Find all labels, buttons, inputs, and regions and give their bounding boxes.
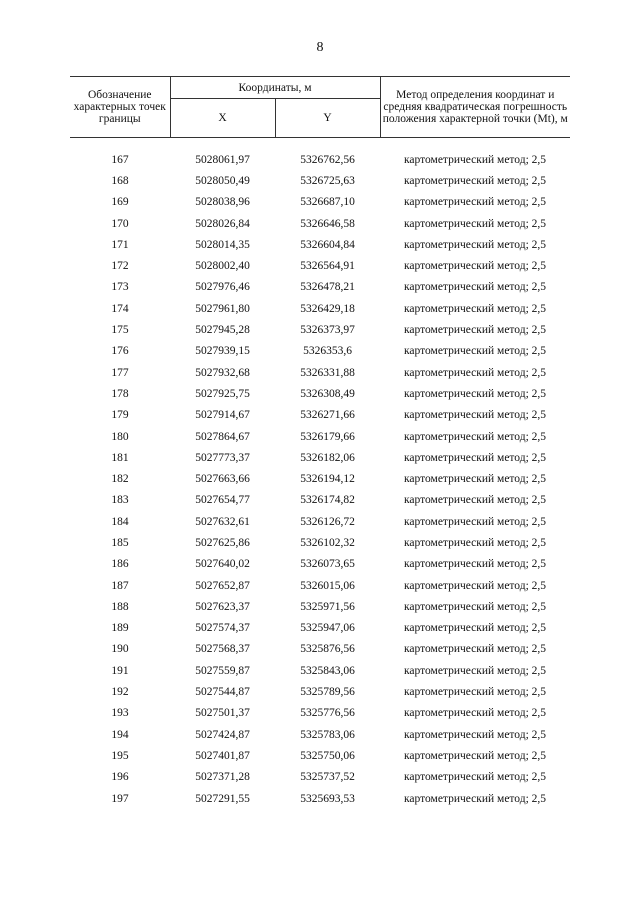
x-coordinate-cell: 5027961,80 (195, 302, 250, 315)
y-coordinate-cell: 5326478,21 (300, 281, 355, 294)
point-id-cell: 171 (111, 238, 129, 251)
point-id-cell: 177 (111, 366, 129, 379)
point-id-cell: 170 (111, 217, 129, 230)
table-row (70, 596, 570, 617)
point-id-cell: 175 (111, 324, 129, 337)
x-coordinate-cell: 5028026,84 (195, 217, 250, 230)
method-cell: картометрический метод; 2,5 (404, 366, 547, 379)
x-coordinate-cell: 5027773,37 (195, 451, 250, 464)
y-coordinate-cell: 5326308,49 (300, 387, 355, 400)
x-coordinate-cell: 5027663,66 (195, 473, 250, 486)
method-cell: картометрический метод; 2,5 (404, 792, 547, 805)
point-id-cell: 167 (111, 153, 129, 166)
point-id-cell: 190 (111, 643, 129, 656)
point-id-cell: 168 (111, 174, 129, 187)
method-cell: картометрический метод; 2,5 (404, 260, 547, 273)
point-column-header: Обозначение характерных точек границы (70, 77, 170, 138)
method-cell: картометрический метод; 2,5 (404, 302, 547, 315)
table-row (70, 426, 570, 447)
method-cell: картометрический метод; 2,5 (404, 771, 547, 784)
x-coordinate-cell: 5027932,68 (195, 366, 250, 379)
y-coordinate-cell: 5325693,53 (300, 792, 355, 805)
x-coordinate-cell: 5027371,28 (195, 771, 250, 784)
point-id-cell: 186 (111, 558, 129, 571)
point-id-cell: 182 (111, 473, 129, 486)
table-row (70, 298, 570, 319)
point-id-cell: 178 (111, 387, 129, 400)
x-coordinate-cell: 5028002,40 (195, 260, 250, 273)
y-coordinate-cell: 5325876,56 (300, 643, 355, 656)
method-cell: картометрический метод; 2,5 (404, 494, 547, 507)
method-cell: картометрический метод; 2,5 (404, 153, 547, 166)
method-cell: картометрический метод; 2,5 (404, 664, 547, 677)
table-row (70, 788, 570, 809)
y-coordinate-cell: 5326015,06 (300, 579, 355, 592)
table-row (70, 490, 570, 511)
table-row (70, 468, 570, 489)
method-cell: картометрический метод; 2,5 (404, 387, 547, 400)
x-coordinate-cell: 5027640,02 (195, 558, 250, 571)
y-coordinate-cell: 5326373,97 (300, 324, 355, 337)
x-coordinate-cell: 5027939,15 (195, 345, 250, 358)
y-coordinate-cell: 5326174,82 (300, 494, 355, 507)
table-row (70, 319, 570, 340)
point-id-cell: 187 (111, 579, 129, 592)
x-coordinate-cell: 5027401,87 (195, 749, 250, 762)
method-cell: картометрический метод; 2,5 (404, 749, 547, 762)
y-coordinate-cell: 5325971,56 (300, 600, 355, 613)
table-row (70, 149, 570, 170)
method-cell: картометрический метод; 2,5 (404, 643, 547, 656)
x-coordinate-cell: 5027544,87 (195, 686, 250, 699)
y-coordinate-cell: 5325750,06 (300, 749, 355, 762)
x-coordinate-cell: 5027574,37 (195, 622, 250, 635)
x-coordinate-cell: 5027623,37 (195, 600, 250, 613)
y-coordinate-cell: 5325783,06 (300, 728, 355, 741)
point-id-cell: 191 (111, 664, 129, 677)
y-coordinate-cell: 5325776,56 (300, 707, 355, 720)
table-row (70, 745, 570, 766)
method-cell: картометрический метод; 2,5 (404, 409, 547, 422)
y-coordinate-cell: 5325843,06 (300, 664, 355, 677)
method-cell: картометрический метод; 2,5 (404, 558, 547, 571)
point-id-cell: 180 (111, 430, 129, 443)
point-id-cell: 185 (111, 536, 129, 549)
point-id-cell: 189 (111, 622, 129, 635)
table-row (70, 192, 570, 213)
point-id-cell: 181 (111, 451, 129, 464)
y-coordinate-cell: 5325947,06 (300, 622, 355, 635)
method-cell: картометрический метод; 2,5 (404, 579, 547, 592)
method-cell: картометрический метод; 2,5 (404, 515, 547, 528)
y-coordinate-cell: 5326762,56 (300, 153, 355, 166)
page-number: 8 (316, 40, 324, 55)
point-id-cell: 183 (111, 494, 129, 507)
x-coordinate-cell: 5027652,87 (195, 579, 250, 592)
y-coordinate-cell: 5326564,91 (300, 260, 355, 273)
x-coordinate-cell: 5027632,61 (195, 515, 250, 528)
table-row (70, 724, 570, 745)
x-coordinate-cell: 5027976,46 (195, 281, 250, 294)
table-header (70, 77, 570, 138)
y-coordinate-cell: 5326102,32 (300, 536, 355, 549)
method-cell: картометрический метод; 2,5 (404, 174, 547, 187)
table-row (70, 234, 570, 255)
y-coordinate-cell: 5326604,84 (300, 238, 355, 251)
table-row (70, 255, 570, 276)
method-cell: картометрический метод; 2,5 (404, 238, 547, 251)
y-coordinate-cell: 5326271,66 (300, 409, 355, 422)
y-coordinate-cell: 5326687,10 (300, 196, 355, 209)
point-id-cell: 173 (111, 281, 129, 294)
point-id-cell: 188 (111, 600, 129, 613)
table-row (70, 532, 570, 553)
point-id-cell: 193 (111, 707, 129, 720)
x-coordinate-cell: 5027291,55 (195, 792, 250, 805)
y-coordinate-cell: 5325789,56 (300, 686, 355, 699)
method-cell: картометрический метод; 2,5 (404, 728, 547, 741)
point-id-cell: 179 (111, 409, 129, 422)
x-coordinate-cell: 5027501,37 (195, 707, 250, 720)
table-row (70, 405, 570, 426)
table-body (70, 138, 570, 810)
x-coordinate-cell: 5027914,67 (195, 409, 250, 422)
method-cell: картометрический метод; 2,5 (404, 536, 547, 549)
x-coordinate-cell: 5027945,28 (195, 324, 250, 337)
x-coordinate-cell: 5027654,77 (195, 494, 250, 507)
x-column-header: X (170, 99, 275, 138)
table-row (70, 511, 570, 532)
coordinates-table (70, 76, 570, 809)
point-id-cell: 197 (111, 792, 129, 805)
method-cell: картометрический метод; 2,5 (404, 430, 547, 443)
x-coordinate-cell: 5027568,37 (195, 643, 250, 656)
table-row (70, 639, 570, 660)
table-row (70, 213, 570, 234)
y-coordinate-cell: 5326194,12 (300, 473, 355, 486)
y-coordinate-cell: 5326126,72 (300, 515, 355, 528)
point-id-cell: 176 (111, 345, 129, 358)
method-cell: картометрический метод; 2,5 (404, 324, 547, 337)
method-cell: картометрический метод; 2,5 (404, 473, 547, 486)
x-coordinate-cell: 5028050,49 (195, 174, 250, 187)
table-row (70, 341, 570, 362)
method-column-header: Метод определения координат и средняя квадратическая погрешность положения характерной точки (Mt), м (380, 77, 570, 138)
method-cell: картометрический метод; 2,5 (404, 281, 547, 294)
x-coordinate-cell: 5028014,35 (195, 238, 250, 251)
point-id-cell: 174 (111, 302, 129, 315)
point-id-cell: 195 (111, 749, 129, 762)
table-row (70, 277, 570, 298)
method-cell: картометрический метод; 2,5 (404, 217, 547, 230)
point-id-cell: 172 (111, 260, 129, 273)
method-cell: картометрический метод; 2,5 (404, 451, 547, 464)
point-id-cell: 192 (111, 686, 129, 699)
y-column-header: Y (275, 99, 380, 138)
table-row (70, 362, 570, 383)
method-cell: картометрический метод; 2,5 (404, 345, 547, 358)
y-coordinate-cell: 5326179,66 (300, 430, 355, 443)
table-row (70, 575, 570, 596)
method-cell: картометрический метод; 2,5 (404, 600, 547, 613)
x-coordinate-cell: 5027625,86 (195, 536, 250, 549)
y-coordinate-cell: 5326353,6 (303, 345, 352, 358)
table-row (70, 618, 570, 639)
x-coordinate-cell: 5027864,67 (195, 430, 250, 443)
y-coordinate-cell: 5325737,52 (300, 771, 355, 784)
x-coordinate-cell: 5028038,96 (195, 196, 250, 209)
table-row (70, 383, 570, 404)
y-coordinate-cell: 5326331,88 (300, 366, 355, 379)
coordinates-column-header: Координаты, м (170, 77, 380, 99)
y-coordinate-cell: 5326725,63 (300, 174, 355, 187)
table-row (70, 170, 570, 191)
x-coordinate-cell: 5027925,75 (195, 387, 250, 400)
y-coordinate-cell: 5326429,18 (300, 302, 355, 315)
y-coordinate-cell: 5326182,06 (300, 451, 355, 464)
point-id-cell: 194 (111, 728, 129, 741)
y-coordinate-cell: 5326073,65 (300, 558, 355, 571)
method-cell: картометрический метод; 2,5 (404, 686, 547, 699)
point-id-cell: 169 (111, 196, 129, 209)
x-coordinate-cell: 5028061,97 (195, 153, 250, 166)
method-cell: картометрический метод; 2,5 (404, 707, 547, 720)
y-coordinate-cell: 5326646,58 (300, 217, 355, 230)
x-coordinate-cell: 5027559,87 (195, 664, 250, 677)
x-coordinate-cell: 5027424,87 (195, 728, 250, 741)
table-row (70, 660, 570, 681)
point-id-cell: 184 (111, 515, 129, 528)
table-row (70, 767, 570, 788)
point-id-cell: 196 (111, 771, 129, 784)
method-cell: картометрический метод; 2,5 (404, 196, 547, 209)
table-row (70, 703, 570, 724)
table-row (70, 554, 570, 575)
method-cell: картометрический метод; 2,5 (404, 622, 547, 635)
table-row (70, 681, 570, 702)
table-row (70, 447, 570, 468)
